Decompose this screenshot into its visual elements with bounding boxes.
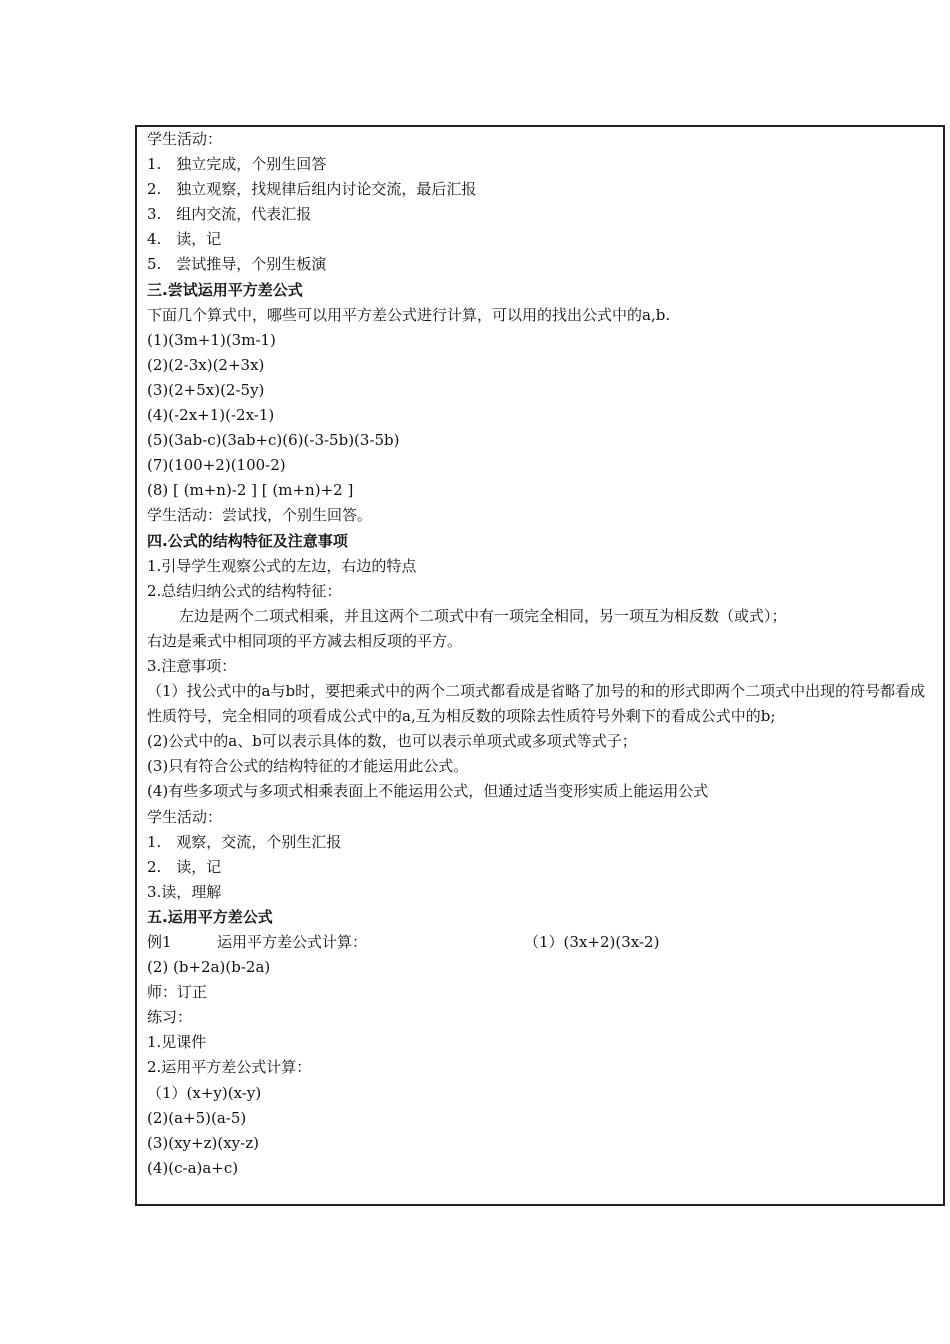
teacher-line: 师：订正 xyxy=(147,983,208,1002)
note-paragraph: （1）找公式中的a与b时，要把乘式中的两个二项式都看成是省略了加号的和的形式即两个二项式中出现的符号都看成性质符号，完全相同的项看成公式中的a,互为相反数的项除去性质符号外剩下的看成公式中的b; xyxy=(147,682,926,726)
practice-expression: (3)(xy+z)(xy-z) xyxy=(147,1133,259,1152)
note-item: (3)只有符合公式的结构特征的才能运用此公式。 xyxy=(147,757,469,776)
student-activity-line: 学生活动：尝试找，个别生回答。 xyxy=(147,506,373,525)
note-item: (4)有些多项式与多项式相乘表面上不能运用公式，但通过适当变形实质上能运用公式 xyxy=(147,782,709,801)
practice-expression: (2)(a+5)(a-5) xyxy=(147,1108,247,1127)
expression-item: (4)(-2x+1)(-2x-1) xyxy=(147,406,275,425)
student-activity-heading: 学生活动： xyxy=(147,130,223,148)
activity-item: 1. 观察，交流，个别生汇报 xyxy=(147,832,342,851)
activity-item: 4. 读，记 xyxy=(147,230,222,249)
student-activity-heading: 学生活动： xyxy=(147,807,223,826)
example-description: 运用平方差公式计算： xyxy=(217,933,368,951)
expression-item: (2)(2-3x)(2+3x) xyxy=(147,355,265,374)
practice-expression: (4)(c-a)a+c) xyxy=(147,1158,239,1177)
note-item: (2)公式中的a、b可以表示具体的数，也可以表示单项式或多项式等式子； xyxy=(147,732,637,751)
notes-heading: 3.注意事项： xyxy=(147,656,237,675)
structure-left-side: 左边是两个二项式相乘，并且这两个二项式中有一项完全相同，另一项互为相反数（或式）； xyxy=(179,606,787,625)
expression-item: (3)(2+5x)(2-5y) xyxy=(147,380,265,399)
guide-item: 1.引导学生观察公式的左边，右边的特点 xyxy=(147,556,417,575)
example-line xyxy=(147,930,935,955)
activity-item: 5. 尝试推导，个别生板演 xyxy=(147,255,327,274)
section-heading-3: 三.尝试运用平方差公式 xyxy=(147,280,303,299)
section-heading-5: 五.运用平方差公式 xyxy=(147,907,273,926)
practice-expression: （1）(x+y)(x-y) xyxy=(147,1083,262,1102)
question-prompt: 下面几个算式中，哪些可以用平方差公式进行计算，可以用的找出公式中的a,b. xyxy=(147,305,671,324)
activity-item: 1. 独立完成，个别生回答 xyxy=(147,155,327,174)
example-item-2: (2) (b+2a)(b-2a) xyxy=(147,958,271,977)
practice-heading: 练习： xyxy=(147,1008,193,1027)
expression-item: (1)(3m+1)(3m-1) xyxy=(147,330,276,349)
lesson-content-box xyxy=(135,125,945,1206)
example-label: 例1 xyxy=(147,933,172,951)
example-item-1: （1）(3x+2)(3x-2) xyxy=(524,933,660,951)
guide-item: 2.总结归纳公式的结构特征： xyxy=(147,581,342,600)
expression-item: (7)(100+2)(100-2) xyxy=(147,456,286,475)
practice-item: 1.见课件 xyxy=(147,1033,207,1052)
structure-right-side: 右边是乘式中相同项的平方减去相反项的平方。 xyxy=(147,631,463,650)
activity-item: 2. 读，记 xyxy=(147,857,222,876)
practice-item: 2.运用平方差公式计算： xyxy=(147,1058,312,1077)
activity-item: 2. 独立观察，找规律后组内讨论交流，最后汇报 xyxy=(147,180,477,199)
activity-item: 3.读，理解 xyxy=(147,882,222,901)
activity-item: 3. 组内交流，代表汇报 xyxy=(147,205,312,224)
expression-item: (8) [ (m+n)-2 ] [ (m+n)+2 ] xyxy=(147,481,354,500)
expression-item: (5)(3ab-c)(3ab+c)(6)(-3-5b)(3-5b) xyxy=(147,431,400,450)
section-heading-4: 四.公式的结构特征及注意事项 xyxy=(147,531,348,550)
